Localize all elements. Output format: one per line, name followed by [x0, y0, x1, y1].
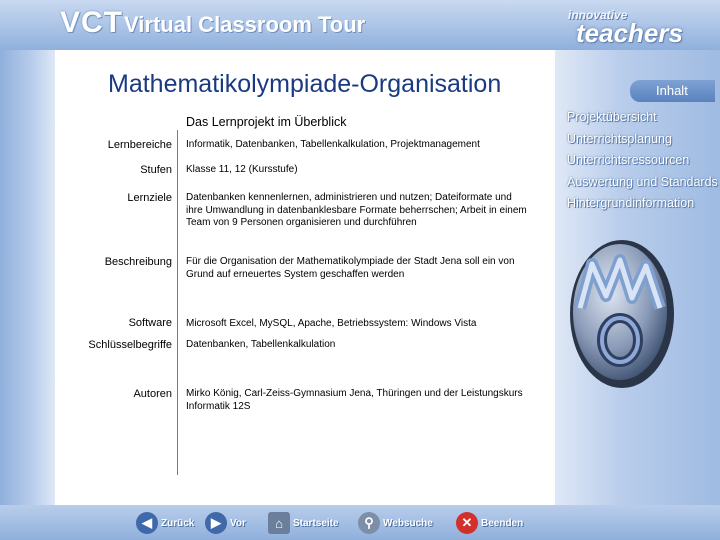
- sidebar-menu: [567, 110, 718, 218]
- sidebar-item-projektuebersicht[interactable]: Projektübersicht: [567, 110, 657, 124]
- label-stufen: Stufen: [140, 164, 172, 176]
- header-bar: [0, 0, 720, 50]
- brand-short: VCT: [60, 6, 123, 39]
- left-decorative-bar: [0, 50, 55, 505]
- label-lernziele: Lernziele: [127, 192, 172, 204]
- value-beschreibung: Für die Organisation der Mathematikolympiade der Stadt Jena soll ein von Grund auf erneuertes System geschaffen werden: [186, 256, 515, 280]
- label-software: Software: [128, 317, 172, 329]
- innovative-teachers-logo: [566, 8, 714, 48]
- close-icon: ✕: [456, 512, 478, 534]
- sidebar-item-unterrichtsplanung[interactable]: Unterrichtsplanung: [567, 131, 672, 146]
- label-autoren: Autoren: [133, 388, 172, 400]
- brand-title: Virtual Classroom Tour: [124, 12, 366, 37]
- exit-button[interactable]: [456, 511, 523, 535]
- value-autoren: Mirko König, Carl-Zeiss-Gymnasium Jena, Thüringen und der Leistungskurs Informatik 12S: [186, 388, 523, 412]
- value-lernziele: Datenbanken kennenlernen, administrieren und nutzen; Dateiformate und ihre Umwandlung in datenbanklesbare Formate beherrschen; Arbeit in einem Team von 9 Personen organisieren und durchführen: [186, 192, 527, 228]
- logo-line1: innovative: [568, 8, 628, 22]
- sidebar-item-hintergrundinformation[interactable]: Hintergrundinformation: [567, 196, 695, 210]
- websearch-label: Websuche: [383, 517, 433, 529]
- value-schluesselbegriffe: Datenbanken, Tabellenkalkulation: [186, 339, 336, 350]
- footer-nav: [0, 505, 720, 540]
- home-label: Startseite: [293, 517, 339, 529]
- divider: [177, 130, 178, 475]
- sidebar-item-auswertung[interactable]: Auswertung und Standards: [567, 174, 718, 189]
- home-button[interactable]: [268, 511, 339, 535]
- label-lernbereiche: Lernbereiche: [107, 139, 172, 151]
- forward-button[interactable]: [205, 511, 246, 535]
- label-beschreibung: Beschreibung: [104, 256, 172, 268]
- back-button[interactable]: [136, 511, 194, 535]
- page-title: Mathematikolympiade-Organisation: [108, 70, 502, 98]
- forward-label: Vor: [230, 517, 246, 529]
- exit-label: Beenden: [481, 517, 524, 529]
- arrow-right-icon: ▶: [205, 512, 227, 534]
- sidebar-current-inhalt[interactable]: Inhalt: [630, 80, 715, 102]
- mathematikolympiade-emblem-icon: [566, 236, 678, 396]
- back-label: Zurück: [161, 517, 195, 529]
- home-icon: ⌂: [268, 512, 290, 534]
- value-software: Microsoft Excel, MySQL, Apache, Betriebssystem: Windows Vista: [186, 318, 477, 329]
- websearch-button[interactable]: [358, 511, 433, 535]
- magnifier-icon: ⚲: [358, 512, 380, 534]
- sidebar-item-unterrichtsressourcen[interactable]: Unterrichtsressourcen: [567, 153, 690, 167]
- arrow-left-icon: ◀: [136, 512, 158, 534]
- logo-line2: teachers: [576, 18, 683, 48]
- label-schluesselbegriffe: Schlüsselbegriffe: [88, 339, 172, 351]
- page-subtitle: Das Lernprojekt im Überblick: [186, 115, 347, 129]
- value-stufen: Klasse 11, 12 (Kursstufe): [186, 164, 298, 175]
- value-lernbereiche: Informatik, Datenbanken, Tabellenkalkulation, Projektmanagement: [186, 139, 480, 150]
